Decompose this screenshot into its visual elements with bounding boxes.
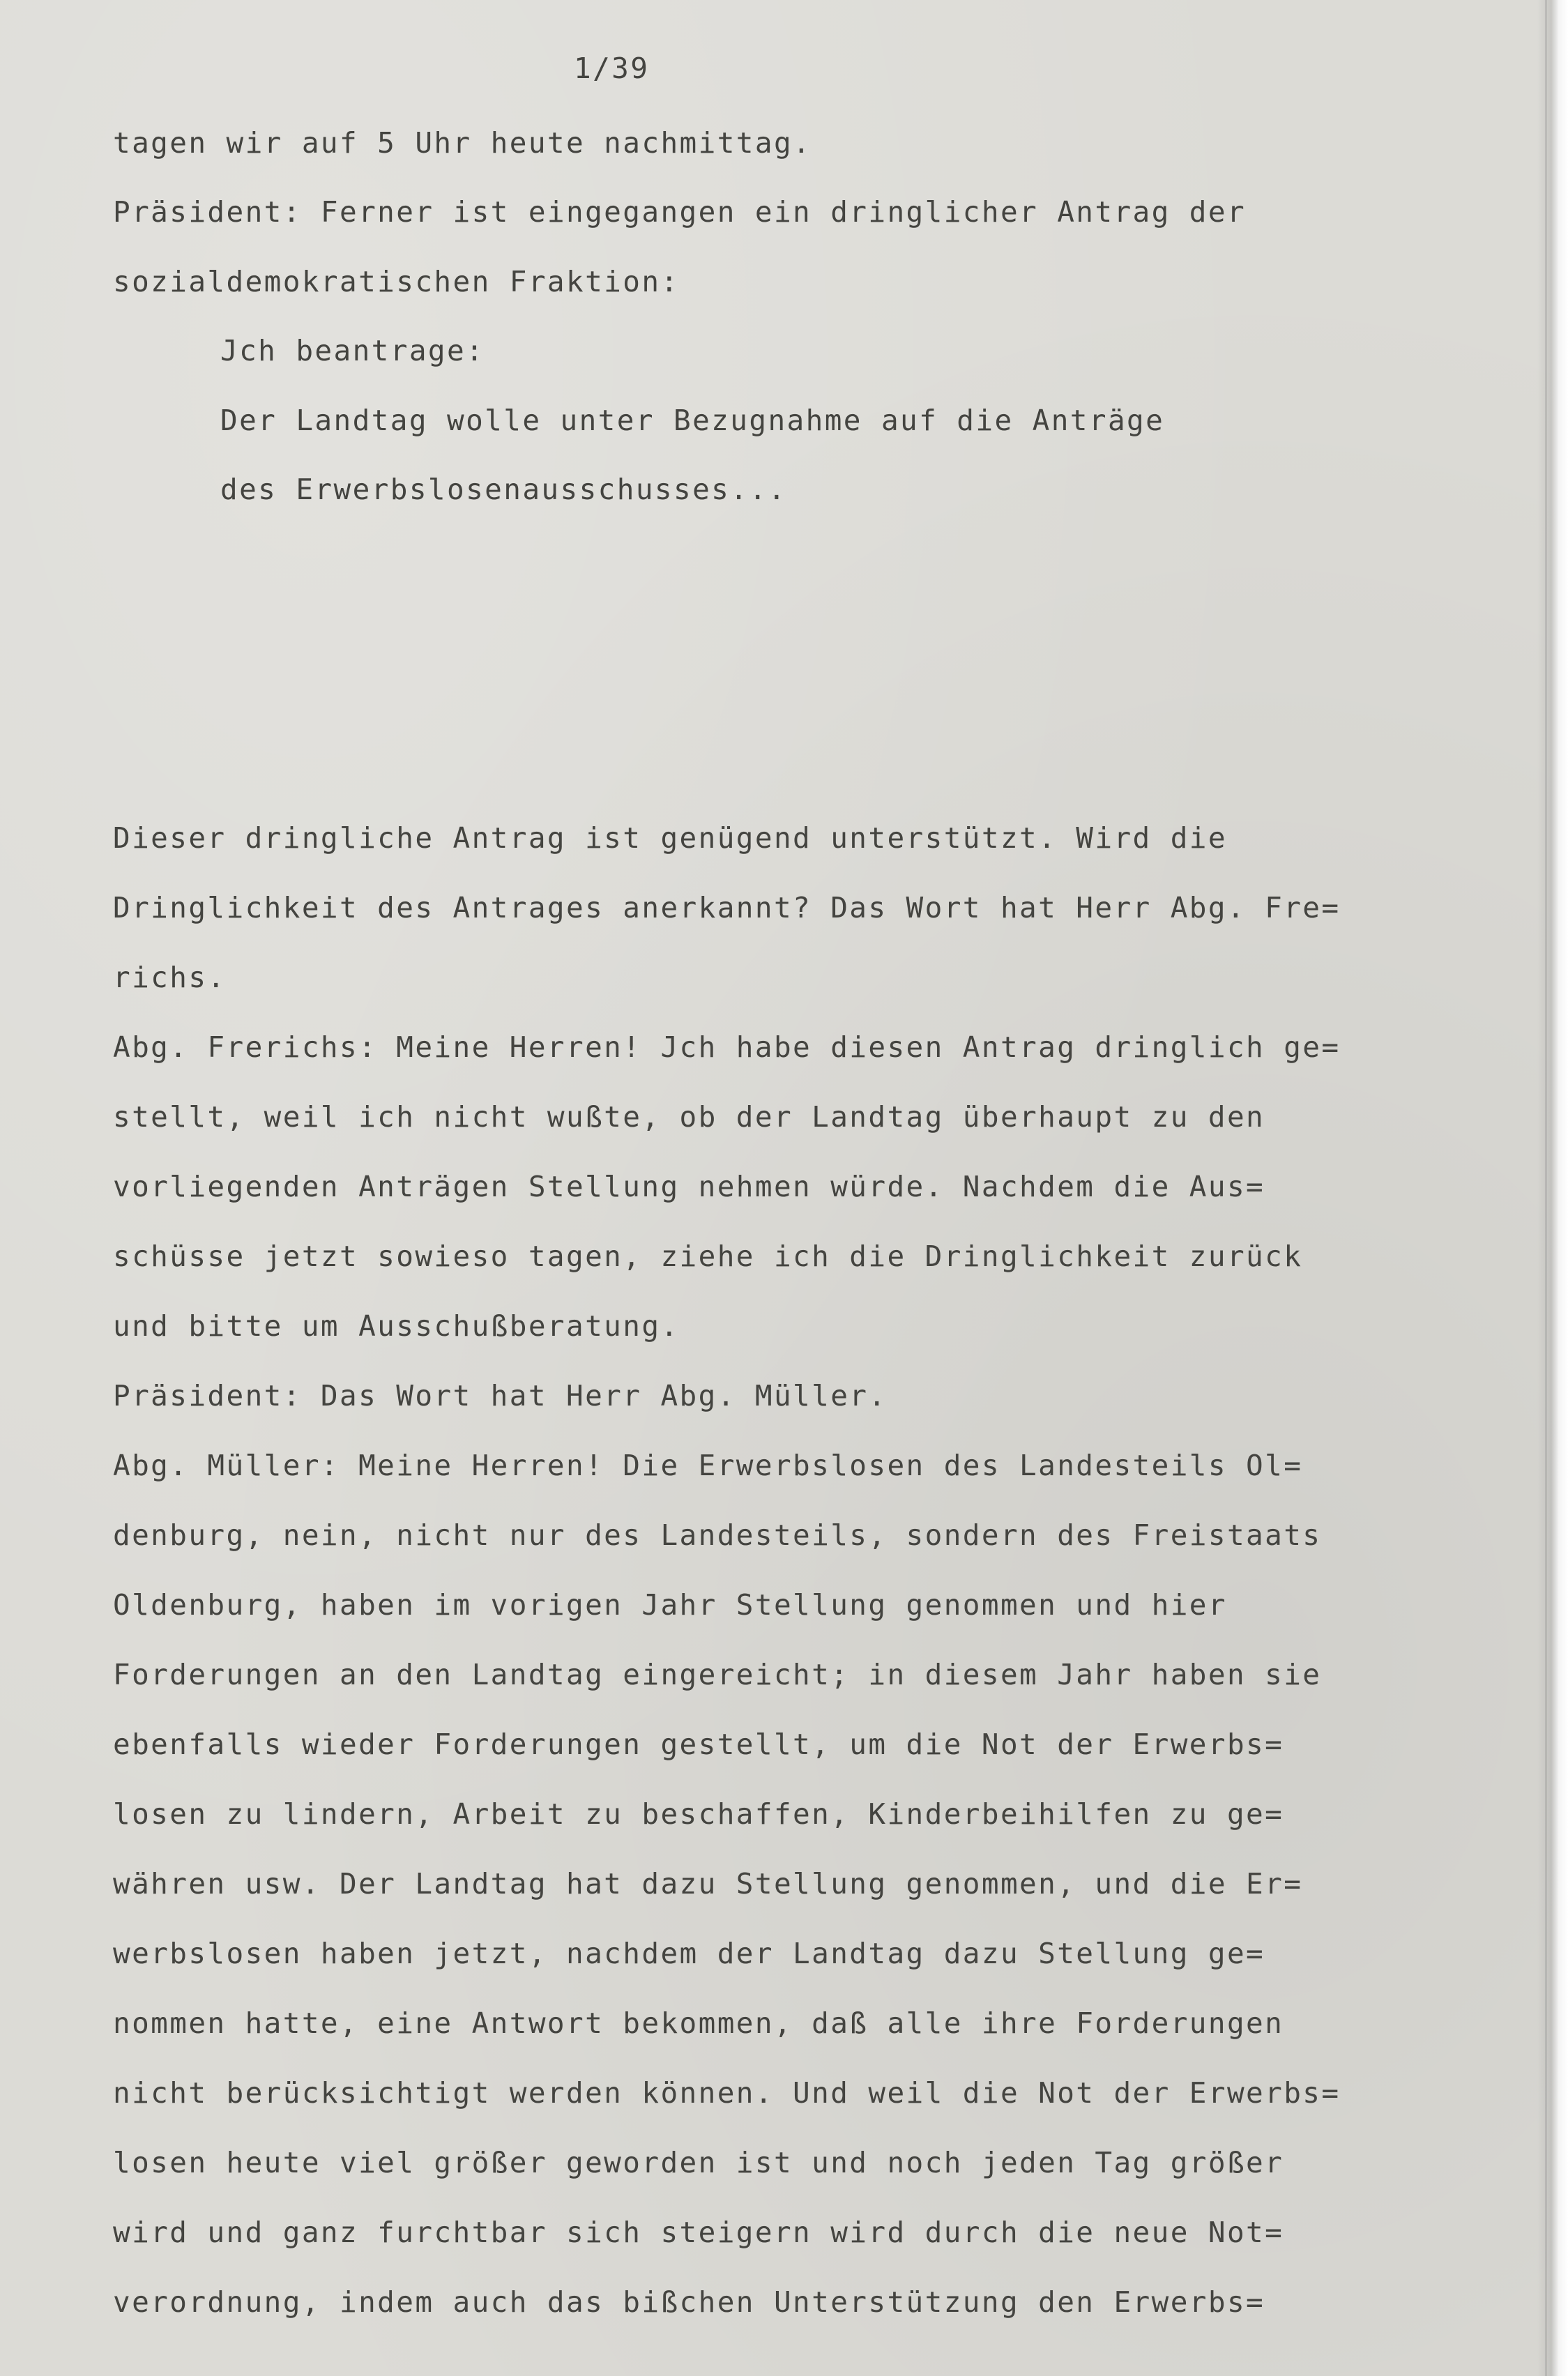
- text-line: tagen wir auf 5 Uhr heute nachmittag.: [113, 126, 812, 160]
- text-line: nommen hatte, eine Antwort bekommen, daß alle ihre Forderungen: [113, 2006, 1284, 2040]
- text-line: stellt, weil ich nicht wußte, ob der Landtag überhaupt zu den: [113, 1100, 1265, 1134]
- text-line: nicht berücksichtigt werden können. Und weil die Not der Erwerbs=: [113, 2076, 1341, 2110]
- text-line: denburg, nein, nicht nur des Landesteils, sondern des Freistaats: [113, 1518, 1322, 1552]
- text-line: vorliegenden Anträgen Stellung nehmen würde. Nachdem die Aus=: [113, 1170, 1265, 1203]
- text-line: und bitte um Ausschußberatung.: [113, 1309, 680, 1343]
- text-line: Der Landtag wolle unter Bezugnahme auf die Anträge: [220, 404, 1165, 437]
- text-line: losen zu lindern, Arbeit zu beschaffen, Kinderbeihilfen zu ge=: [113, 1797, 1284, 1831]
- text-line: richs.: [113, 961, 227, 994]
- text-line: des Erwerbslosenausschusses...: [220, 473, 787, 506]
- text-line: sozialdemokratischen Fraktion:: [113, 265, 680, 298]
- page-edge: [1537, 0, 1568, 2376]
- page-number: 1/39: [574, 52, 650, 85]
- text-line: Abg. Frerichs: Meine Herren! Jch habe diesen Antrag dringlich ge=: [113, 1030, 1341, 1064]
- text-line: Präsident: Ferner ist eingegangen ein dringlicher Antrag der: [113, 195, 1247, 229]
- text-line: Präsident: Das Wort hat Herr Abg. Müller.: [113, 1379, 888, 1412]
- text-line: währen usw. Der Landtag hat dazu Stellung genommen, und die Er=: [113, 1867, 1303, 1901]
- text-line: ebenfalls wieder Forderungen gestellt, um die Not der Erwerbs=: [113, 1728, 1284, 1761]
- text-line: werbslosen haben jetzt, nachdem der Landtag dazu Stellung ge=: [113, 1937, 1265, 1970]
- text-line: wird und ganz furchtbar sich steigern wird durch die neue Not=: [113, 2216, 1284, 2249]
- text-line: losen heute viel größer geworden ist und noch jeden Tag größer: [113, 2146, 1284, 2179]
- text-line: Abg. Müller: Meine Herren! Die Erwerbslosen des Landesteils Ol=: [113, 1449, 1303, 1482]
- text-line: verordnung, indem auch das bißchen Unterstützung den Erwerbs=: [113, 2285, 1265, 2319]
- text-line: Forderungen an den Landtag eingereicht; in diesem Jahr haben sie: [113, 1658, 1322, 1691]
- text-line: Jch beantrage:: [220, 334, 485, 367]
- text-line: Dringlichkeit des Antrages anerkannt? Das Wort hat Herr Abg. Fre=: [113, 891, 1341, 924]
- text-line: schüsse jetzt sowieso tagen, ziehe ich die Dringlichkeit zurück: [113, 1240, 1303, 1273]
- text-line: Dieser dringliche Antrag ist genügend unterstützt. Wird die: [113, 821, 1227, 855]
- text-line: Oldenburg, haben im vorigen Jahr Stellung genommen und hier: [113, 1588, 1227, 1622]
